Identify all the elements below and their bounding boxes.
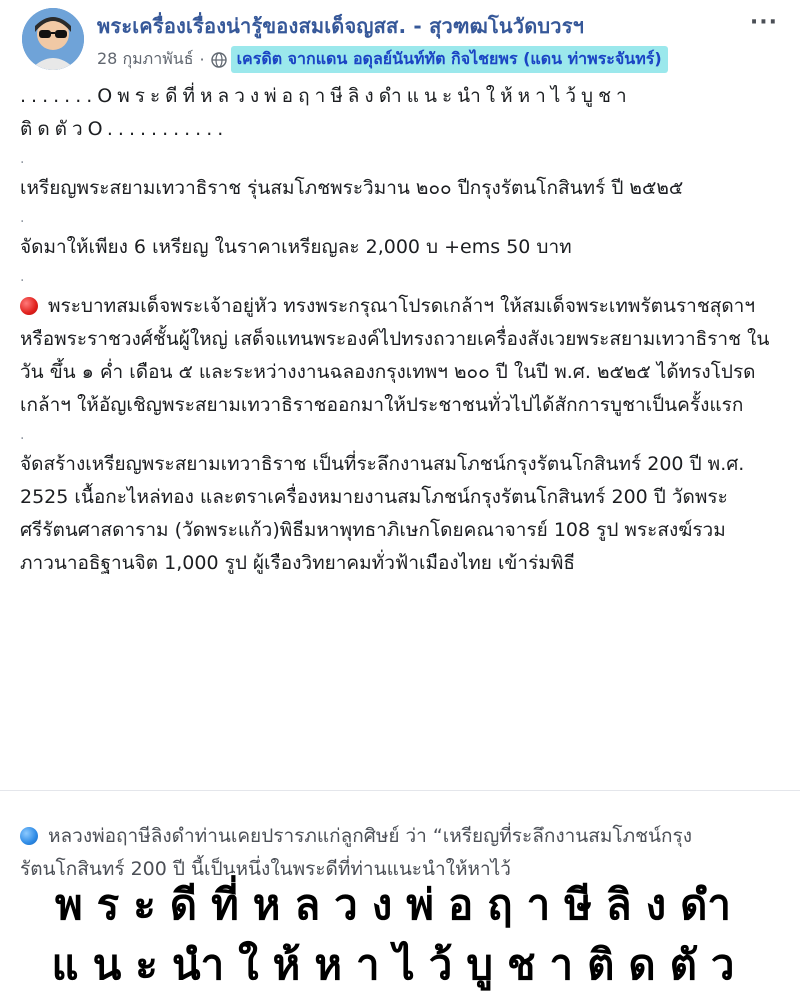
post-title-line: .......Oพระดีที่หลวงพ่อฤาษีลิงดำแนะนำให้หาไว้บูชาติดตัวO........... bbox=[20, 85, 632, 140]
globe-icon[interactable] bbox=[211, 52, 227, 68]
dot-separator: . bbox=[20, 210, 25, 226]
author-name[interactable]: พระเครื่องเรื่องน่ารู้ของสมเด็จญสส. - สุวฑฒโนวัดบวรฯ bbox=[97, 14, 585, 38]
meta-separator: · bbox=[199, 50, 205, 69]
post-body bbox=[20, 80, 780, 580]
quote-section bbox=[0, 790, 800, 880]
caption-line-1: พระดีที่หลวงพ่อฤาษีลิงดำ bbox=[55, 880, 745, 929]
avatar[interactable] bbox=[22, 8, 84, 70]
post-meta bbox=[97, 46, 668, 73]
more-options-icon[interactable]: ··· bbox=[749, 10, 778, 35]
dot-separator: . bbox=[20, 427, 25, 443]
caption-line-2: แนะนำให้หาไว้บูชาติดตัว bbox=[51, 940, 749, 989]
dot-separator: . bbox=[20, 269, 25, 285]
post-header bbox=[22, 6, 790, 72]
dot-separator: . bbox=[20, 151, 25, 167]
overlay-caption bbox=[0, 875, 800, 995]
post-date[interactable]: 28 กุมภาพันธ์ bbox=[97, 49, 194, 68]
history-text: พระบาทสมเด็จพระเจ้าอยู่หัว ทรงพระกรุณาโปรดเกล้าฯ ให้สมเด็จพระเทพรัตนราชสุดาฯ หรือพระราชวงศ์ชั้นผู้ใหญ่ เสด็จแทนพระองค์ไปทรงถวายเครื่องสังเวยพระสยามเทวาธิราช ในวัน ขึ้น ๑ ค่ำ เดือน ๕ และระหว่างงานฉลองกรุงเทพฯ ๒๐๐ ปี ในปี พ.ศ. ๒๕๒๕ ได้ทรงโปรดเกล้าฯ ให้อัญเชิญพระสยามเทวาธิราชออกมาให้ประชาชนทั่วไปได้สักการบูชาเป็นครั้งแรก bbox=[20, 295, 770, 416]
credit-label: เครดิต จากแดน อดุลย์นันท์ทัต กิจไชยพร (แดน ท่าพระจันทร์) bbox=[231, 46, 668, 73]
red-circle-icon bbox=[20, 297, 38, 315]
medal-description: เหรียญพระสยามเทวาธิราช รุ่นสมโภชพระวิมาน ๒๐๐ ปีกรุงรัตนโกสินทร์ ปี ๒๕๒๕ bbox=[20, 177, 684, 199]
avatar-image bbox=[22, 8, 84, 70]
quote-text: หลวงพ่อฤาษีลิงดำท่านเคยปรารภแก่ลูกศิษย์ ว่า “เหรียญที่ระลึกงานสมโภชน์กรุงรัตนโกสินทร์ 200 ปี นี้เป็นหนึ่งในพระดีที่ท่านแนะนำให้หาไว้ bbox=[20, 825, 693, 880]
blue-circle-icon bbox=[20, 827, 38, 845]
creation-paragraph: จัดสร้างเหรียญพระสยามเทวาธิราช เป็นที่ระลึกงานสมโภชน์กรุงรัตนโกสินทร์ 200 ปี พ.ศ. 2525 เนื้อกะไหล่ทอง และตราเครื่องหมายงานสมโภชน์กรุงรัตนโกสินทร์ 200 ปี วัดพระศรีรัตนศาสดาราม (วัดพระแก้ว)พิธีมหาพุทธาภิเษกโดยคณาจารย์ 108 รูป พระสงฆ์รวมภาวนาอธิฐานจิต 1,000 รูป ผู้เรืองวิทยาคมทั่วฟ้าเมืองไทย เข้าร่มพิธี bbox=[20, 453, 745, 574]
history-paragraph bbox=[20, 290, 780, 422]
price-info: จัดมาให้เพียง 6 เหรียญ ในราคาเหรียญละ 2,000 บ +ems 50 บาท bbox=[20, 236, 572, 258]
